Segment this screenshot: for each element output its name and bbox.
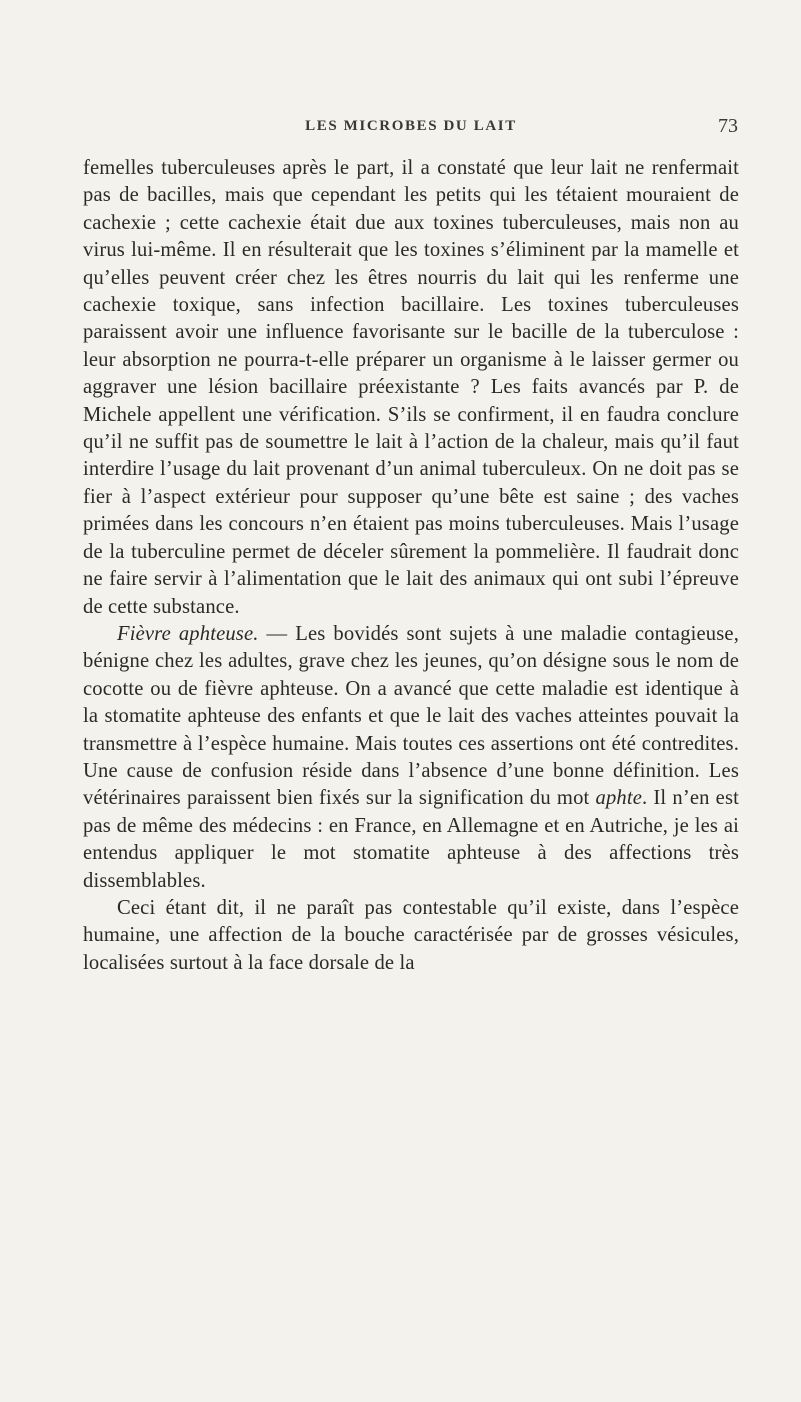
body-text (83, 155, 739, 977)
paragraph-ceci-etant-dit (83, 895, 739, 977)
section-heading-italic: Fièvre aphteuse. (117, 622, 259, 645)
text-segment: Ceci étant dit, il ne paraît pas contestable qu’il existe, dans l’espèce humaine, une affection de la bouche caractérisée par de grosses vésicules, localisées surtout à la face dorsale de la (83, 896, 739, 974)
italic-term: aphte (595, 787, 643, 810)
text-segment: — Les bovidés sont sujets à une maladie contagieuse, bénigne chez les adultes, grave chez les jeunes, qu’on désigne sous le nom de cocotte ou de fièvre aphteuse. On a avancé que cette maladie est identique à la stomatite aphteuse des enfants et que le lait des vaches atteintes pouvait la transmettre à l’espèce humaine. Mais toutes ces assertions ont été contredites. Une cause de confusion réside dans l’absence d’une bonne définition. Les vétérinaires paraissent bien fixés sur la signification du mot (83, 622, 740, 810)
running-title: LES MICROBES DU LAIT (305, 118, 517, 134)
running-head (84, 115, 738, 142)
page-number: 73 (718, 115, 738, 137)
text-segment: femelles tuberculeuses après le part, il a constaté que leur lait ne renfermait pas de bacilles, mais que cependant les petits qui les tétaient mouraient de cachexie ; cette cachexie était due aux toxines tuberculeuses, mais non au virus lui-même. Il en résulterait que les toxines s’éliminent par la mamelle et qu’elles peuvent créer chez les êtres nourris du lait qui les renferme une cachexie toxique, sans infection bacillaire. Les toxines tuberculeuses paraissent avoir une influence favorisante sur le bacille de la tuberculose : leur absorption ne pourra-t-elle préparer un organisme à le laisser germer ou aggraver une lésion bacillaire préexistante ? Les faits avancés par P. de Michele appellent une vérification. S’ils se confirment, il en faudra conclure qu’il ne suffit pas de soumettre le lait à l’action de la chaleur, mais qu’il faut interdire l’usage du lait provenant d’un animal tuberculeux. On ne doit pas se fier à l’aspect extérieur pour supposer qu’une bête est saine ; des vaches primées dans les concours n’en étaient pas moins tuberculeuses. Mais l’usage de la tuberculine permet de déceler sûrement la pommelière. Il faudrait donc ne faire servir à l’alimentation que le lait des animaux qui ont subi l’épreuve de cette substance. (83, 157, 739, 618)
paragraph-fievre-aphteuse (83, 621, 739, 895)
text-segment: . Il n’en est pas de même des médecins : en France, en Allemagne et en Autriche, je les ai entendus appliquer le mot stomatite aphteuse à des affections très dissemblables. (83, 787, 740, 892)
paragraph-continuation (83, 155, 739, 621)
